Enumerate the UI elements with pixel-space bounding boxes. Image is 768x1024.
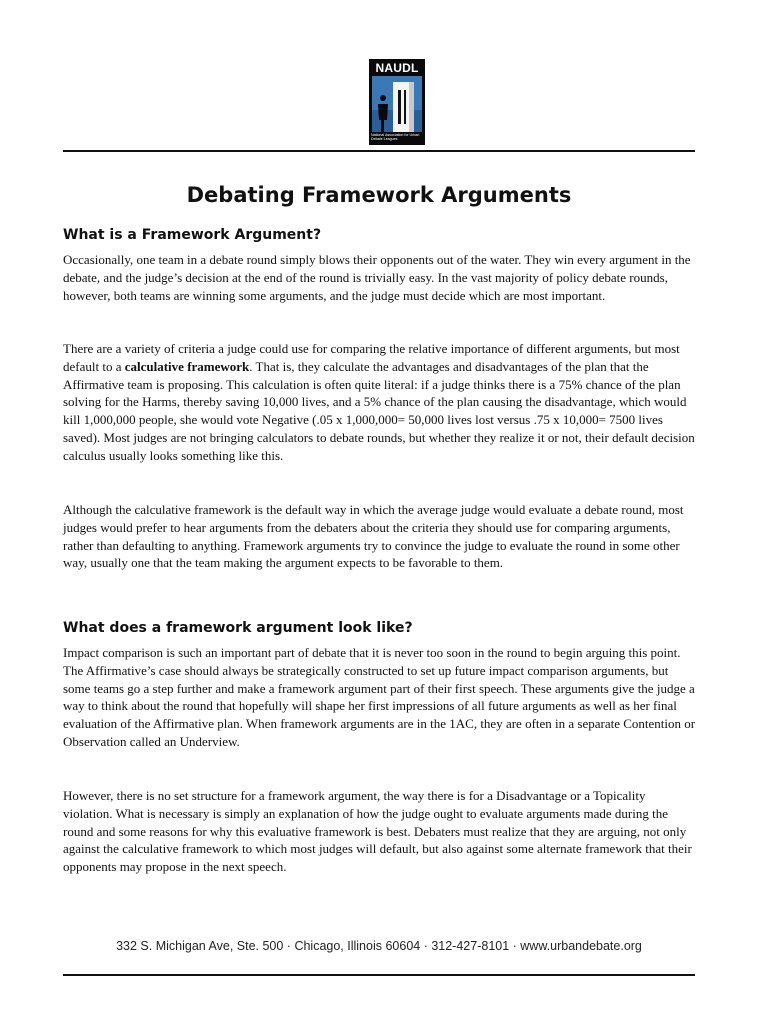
calculative-framework-term: calculative framework <box>124 358 250 374</box>
page-title: Debating Framework Arguments <box>186 183 572 208</box>
paragraph-4: Impact comparison is such an important part of debate that it is never too soon in the round to begin arguing this point. The Affirmative’s case should always be strategically constructed to set up future impact comparison arguments, but some teams go a step further and make a framework argument part of their first speech. These arguments give the judge a way to think about the round that hopefully will shape her first impressions of all future arguments as well as her final evaluation of the Affirmative plan. When framework arguments are in the 1AC, they are often in a separate Contention or Observation called an Underview. <box>63 645 696 749</box>
paragraph-2-lead: There are a variety of criteria a judge could use for comparing the relative importance of different arguments, but most default to a <box>63 341 680 374</box>
logo-subtitle: National Association for Urban Debate Leagues <box>371 133 420 142</box>
footer-contact: 332 S. Michigan Ave, Ste. 500 · Chicago, Illinois 60604 · 312-427-8101 · www.urbandebate.org <box>116 939 642 953</box>
logo-wordmark: NAUDL <box>375 61 419 75</box>
paragraph-5: However, there is no set structure for a framework argument, the way there is for a Disadvantage or a Topicality violation. What is necessary is simply an explanation of how the judge ought to evaluate arguments made during the round and some reasons for why this evaluative framework is best. Debaters must realize that they are arguing, not only against the calculative framework to which most judges will default, but also against some alternate framework that their opponents may propose in the next speech. <box>63 788 692 875</box>
section-heading-look-like: What does a framework argument look like? <box>63 619 413 636</box>
logo-skyline-icon <box>372 76 422 132</box>
paragraph-1: Occasionally, one team in a debate round simply blows their opponents out of the water. They win every argument in the debate, and the judge’s decision at the end of the round is trivially easy. In the vast majority of policy debate rounds, however, both teams are winning some arguments, and the judge must decide which are most important. <box>63 252 691 303</box>
naudl-logo <box>369 59 425 145</box>
section-heading-what-is: What is a Framework Argument? <box>63 226 322 243</box>
footer-divider <box>63 974 695 976</box>
paragraph-2-rest: . That is, they calculate the advantages and disadvantages of the plan that the Affirmative team is proposing. This calculation is often quite literal: if a judge thinks there is a 75% chance of the plan solving for the Harms, thereby saving 10,000 lives, and a 5% chance of the plan causing the disadvantage, which would kill 1,000,000 people, she would vote Negative (.05 x 1,000,000= 50,000 lives lost versus .75 x 10,000= 7500 lives saved). Most judges are not bringing calculators to debate rounds, but whether they realize it or not, their default decision calculus usually looks something like this. <box>63 358 695 463</box>
header-divider <box>63 150 695 152</box>
paragraph-2 <box>63 340 697 465</box>
paragraph-3: Although the calculative framework is the default way in which the average judge would evaluate a debate round, most judges would prefer to hear arguments from the debaters about the criteria they should use for comparing arguments, rather than defaulting to anything. Framework arguments try to convince the judge to evaluate the round in some other way, usually one that the team making the argument expects to be favorable to them. <box>63 502 684 571</box>
